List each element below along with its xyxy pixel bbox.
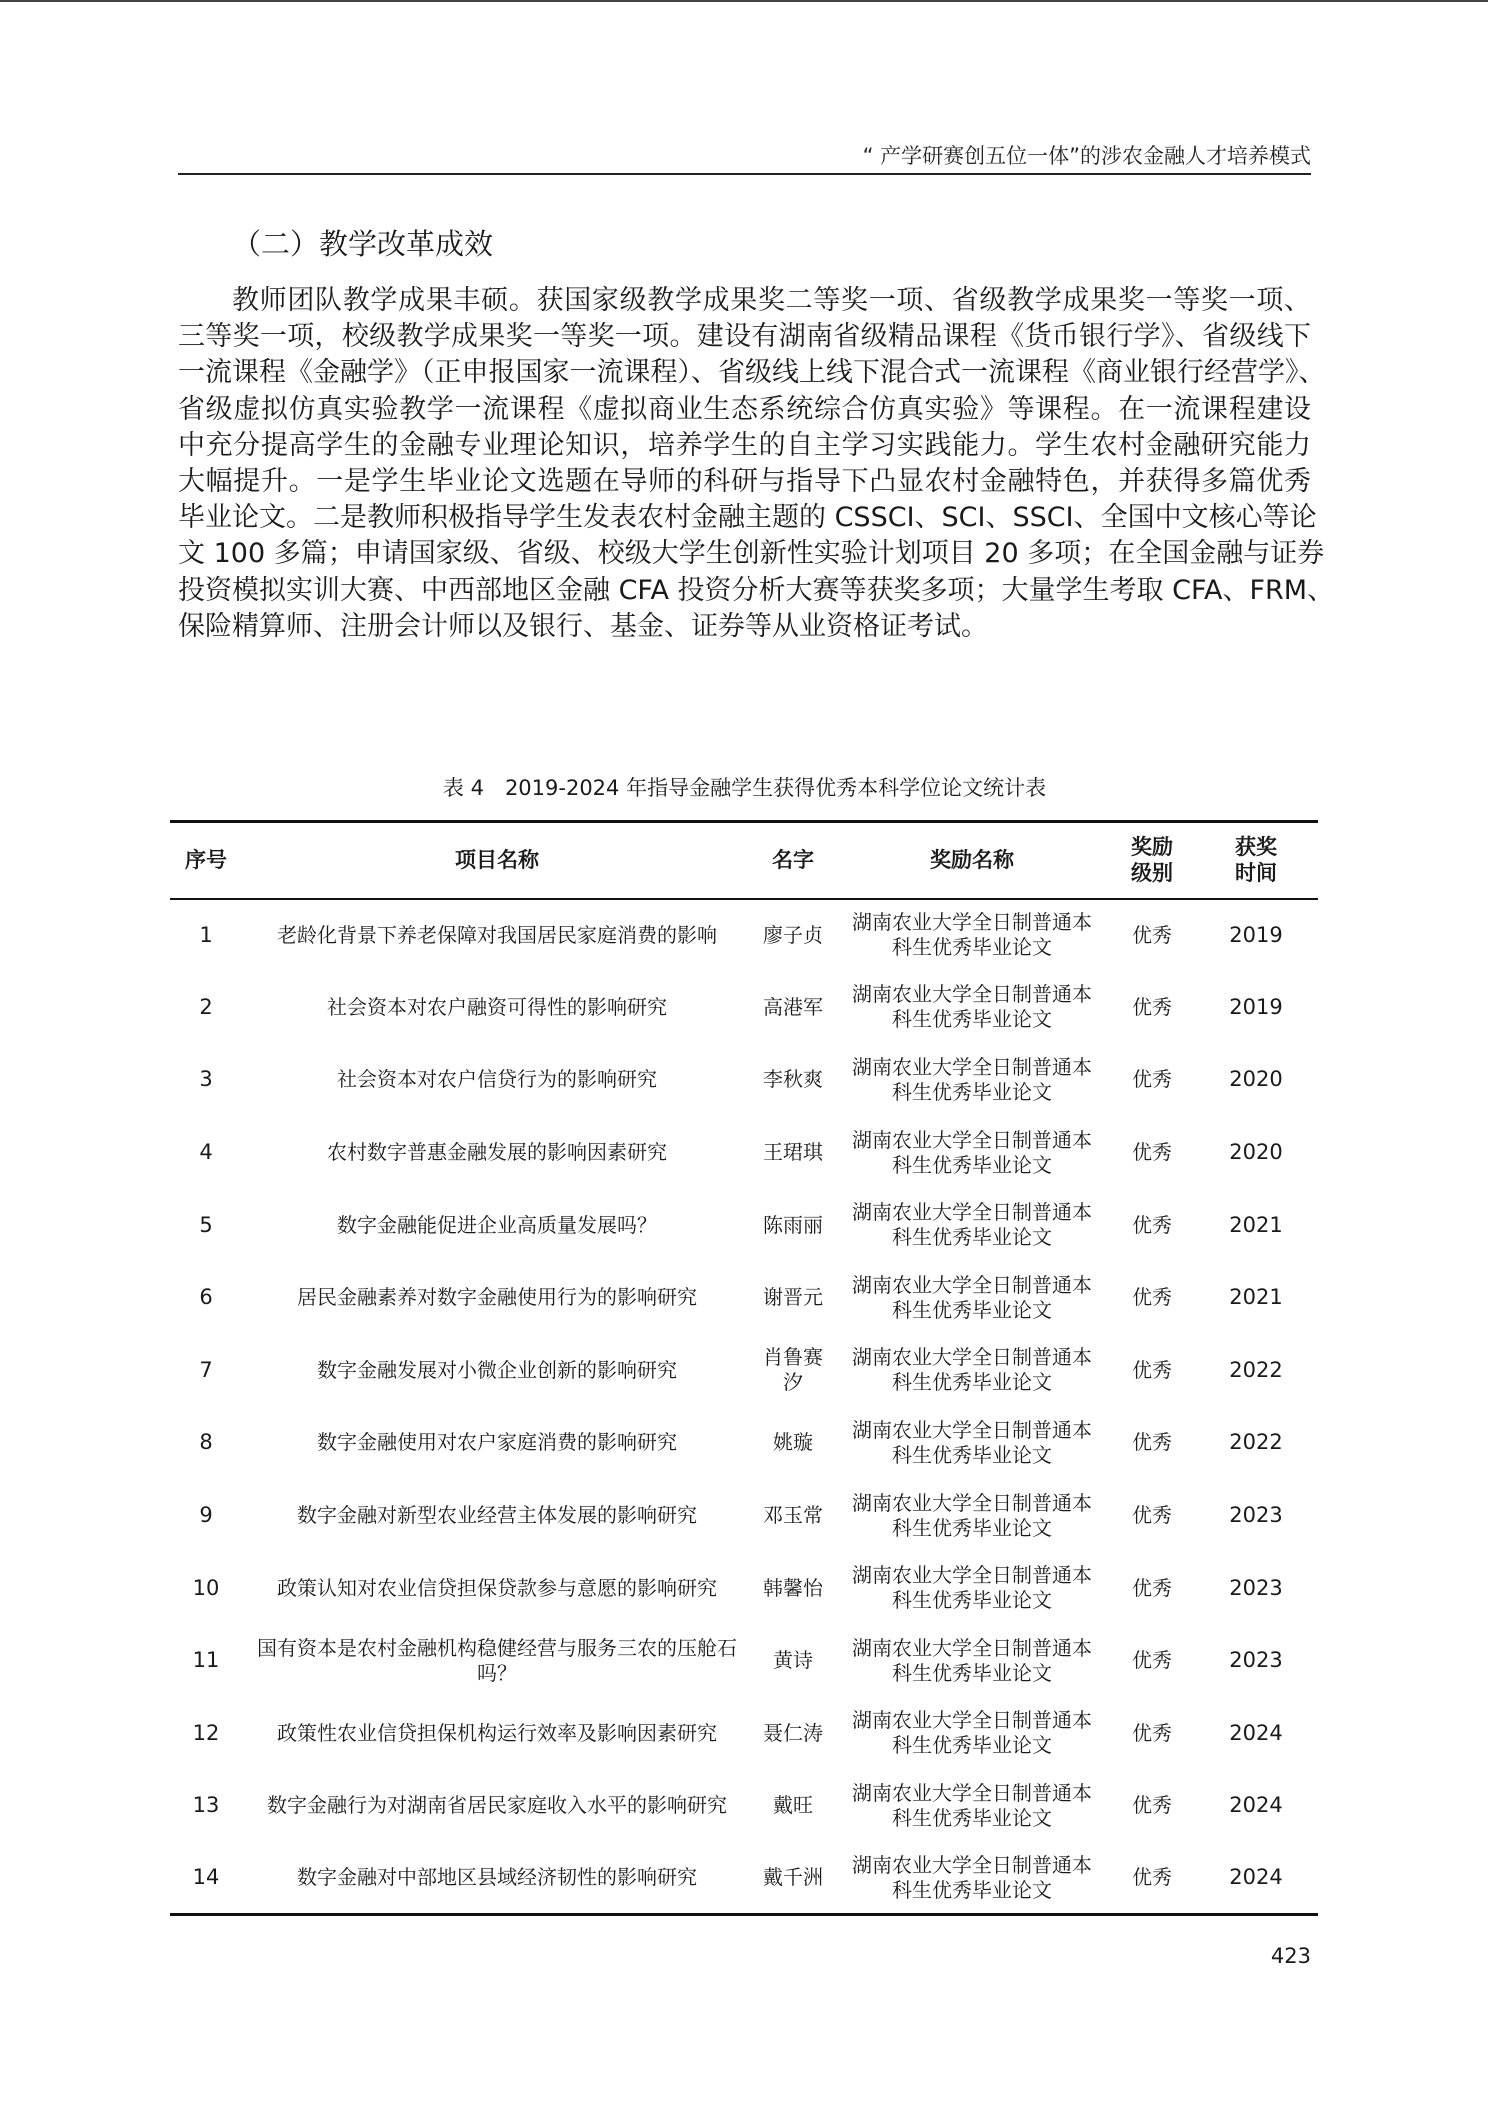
cell-award [834,1697,1110,1770]
cell-title: 社会资本对农户信贷行为的影响研究 [337,1067,657,1092]
table-caption: 表 4 2019-2024 年指导金融学生获得优秀本科学位论文统计表 [442,776,1047,800]
cell-award-line2: 科生优秀毕业论文 [892,1007,1052,1032]
cell-award [834,1189,1110,1262]
header-rule [178,173,1311,175]
cell-title: 老龄化背景下养老保障对我国居民家庭消费的影响 [277,922,717,947]
cell-name: 廖子贞 [763,922,823,947]
cell-title: 数字金融对中部地区县域经济韧性的影响研究 [297,1865,697,1890]
cell-year: 2021 [1229,1212,1283,1237]
cell-num: 8 [199,1430,213,1455]
cell-name: 邓玉常 [763,1503,823,1528]
table-row [170,1189,1318,1262]
paragraph-line: 一流课程《金融学》（正申报国家一流课程）、省级线上线下混合式一流课程《商业银行经营学》、 [178,357,1326,389]
cell-num: 5 [199,1212,213,1237]
cell-level: 优秀 [1132,1357,1172,1382]
cell-num: 7 [199,1357,213,1382]
cell-name: 黄诗 [773,1648,813,1673]
cell-level: 优秀 [1132,1212,1172,1237]
cell-level: 优秀 [1132,922,1172,947]
cell-award [834,1407,1110,1480]
cell-level: 优秀 [1132,1720,1172,1745]
cell-level: 优秀 [1132,1648,1172,1673]
table-row [170,1624,1318,1697]
cell-award [834,1624,1110,1697]
cell-award [834,1116,1110,1189]
cell-award [834,1479,1110,1552]
cell-num: 4 [199,1140,213,1165]
cell-year: 2024 [1229,1793,1283,1818]
cell-name: 聂仁涛 [763,1720,823,1745]
header-award: 奖励名称 [930,848,1014,873]
cell-award [834,971,1110,1044]
cell-award-line1: 湖南农业大学全日制普通本 [852,910,1092,935]
cell-num: 3 [199,1067,213,1092]
header-level-line1: 奖励 [1131,835,1173,860]
cell-award-line2: 科生优秀毕业论文 [892,1079,1052,1104]
cell-num: 13 [192,1793,220,1818]
cell-year: 2023 [1229,1503,1283,1528]
cell-award [834,1552,1110,1625]
cell-award-line2: 科生优秀毕业论文 [892,1588,1052,1613]
paragraph-line: 省级虚拟仿真实验教学一流课程《虚拟商业生态系统综合仿真实验》等课程。在一流课程建设 [178,393,1311,425]
cell-title: 社会资本对农户融资可得性的影响研究 [327,994,667,1019]
cell-name: 王珺琪 [763,1140,823,1165]
cell-year: 2022 [1229,1430,1283,1455]
table-header-row [170,822,1318,899]
header-num: 序号 [185,848,227,873]
cell-title: 国有资本是农村金融机构稳健经营与服务三农的压舱石吗？ [257,1635,737,1685]
body-paragraph [178,283,1335,645]
header-title: 项目名称 [455,848,539,873]
cell-level: 优秀 [1132,994,1172,1019]
cell-award-line1: 湖南农业大学全日制普通本 [852,1708,1092,1733]
cell-level: 优秀 [1132,1575,1172,1600]
cell-award-line2: 科生优秀毕业论文 [892,1733,1052,1758]
header-year-line2: 时间 [1235,861,1277,886]
cell-name: 戴千洲 [763,1865,823,1890]
cell-year: 2023 [1229,1575,1283,1600]
cell-award-line1: 湖南农业大学全日制普通本 [852,1127,1092,1152]
cell-award-line2: 科生优秀毕业论文 [892,1152,1052,1177]
cell-num: 1 [199,922,213,947]
cell-award-line2: 科生优秀毕业论文 [892,1442,1052,1467]
cell-award-line1: 湖南农业大学全日制普通本 [852,1200,1092,1225]
cell-level: 优秀 [1132,1285,1172,1310]
cell-award-line1: 湖南农业大学全日制普通本 [852,1272,1092,1297]
header-year-line1: 获奖 [1235,835,1277,860]
cell-num: 11 [192,1648,220,1673]
table-row [170,1261,1318,1334]
table-row [170,1044,1318,1117]
header-level-line2: 级别 [1131,861,1173,886]
cell-name: 高港军 [763,994,823,1019]
cell-title: 农村数字普惠金融发展的影响因素研究 [327,1140,667,1165]
cell-year: 2023 [1229,1648,1283,1673]
cell-name: 戴旺 [773,1793,813,1818]
cell-award-line1: 湖南农业大学全日制普通本 [852,1852,1092,1877]
cell-award-line1: 湖南农业大学全日制普通本 [852,1490,1092,1515]
table-row [170,1479,1318,1552]
paragraph-line: 教师团队教学成果丰硕。获国家级教学成果奖二等奖一项、省级教学成果奖一等奖一项、 [232,285,1311,316]
cell-award-line1: 湖南农业大学全日制普通本 [852,982,1092,1007]
cell-name: 李秋爽 [763,1067,823,1092]
cell-level: 优秀 [1132,1793,1172,1818]
cell-award-line2: 科生优秀毕业论文 [892,1805,1052,1830]
paragraph-line: 中充分提高学生的金融专业理论知识，培养学生的自主学习实践能力。学生农村金融研究能力 [178,429,1311,461]
thesis-awards-table [170,820,1318,1916]
table-row [170,1407,1318,1480]
cell-year: 2024 [1229,1720,1283,1745]
cell-title: 政策认知对农业信贷担保贷款参与意愿的影响研究 [277,1575,717,1600]
cell-award-line2: 科生优秀毕业论文 [892,1660,1052,1685]
cell-year: 2021 [1229,1285,1283,1310]
cell-award-line1: 湖南农业大学全日制普通本 [852,1054,1092,1079]
cell-title: 政策性农业信贷担保机构运行效率及影响因素研究 [277,1720,717,1745]
table-row [170,1697,1318,1770]
cell-award [834,1770,1110,1843]
cell-award [834,899,1110,972]
cell-name: 姚璇 [773,1430,813,1455]
cell-year: 2020 [1229,1140,1283,1165]
top-border-line [0,0,1488,2]
cell-name: 谢晋元 [763,1285,823,1310]
header-level [1110,822,1194,899]
cell-award [834,1334,1110,1407]
cell-award-line1: 湖南农业大学全日制普通本 [852,1417,1092,1442]
cell-award [834,1261,1110,1334]
paragraph-line: 毕业论文。二是教师积极指导学生发表农村金融主题的 CSSCI、SCI、SSCI、全国中文核心等论 [178,502,1317,534]
header-name: 名字 [772,848,814,873]
cell-award-line1: 湖南农业大学全日制普通本 [852,1563,1092,1588]
paragraph-line: 三等奖一项，校级教学成果奖一等奖一项。建设有湖南省级精品课程《货币银行学》、省级线下 [178,321,1311,353]
thesis-table-container [170,820,1318,1916]
cell-num: 12 [192,1720,220,1745]
cell-num: 2 [199,994,213,1019]
cell-award-line1: 湖南农业大学全日制普通本 [852,1345,1092,1370]
table-row [170,1842,1318,1915]
cell-year: 2024 [1229,1865,1283,1890]
cell-year: 2019 [1229,994,1283,1019]
cell-name: 陈雨丽 [763,1212,823,1237]
table-body [170,899,1318,1915]
cell-level: 优秀 [1132,1140,1172,1165]
cell-award-line2: 科生优秀毕业论文 [892,1297,1052,1322]
cell-year: 2019 [1229,922,1283,947]
cell-level: 优秀 [1132,1865,1172,1890]
cell-title: 数字金融发展对小微企业创新的影响研究 [317,1357,677,1382]
table-row [170,1334,1318,1407]
header-year [1194,822,1318,899]
table-row [170,1770,1318,1843]
cell-title: 居民金融素养对数字金融使用行为的影响研究 [297,1285,697,1310]
cell-award-line2: 科生优秀毕业论文 [892,1225,1052,1250]
cell-year: 2020 [1229,1067,1283,1092]
table-row [170,971,1318,1044]
cell-title: 数字金融使用对农户家庭消费的影响研究 [317,1430,677,1455]
paragraph-line: 大幅提升。一是学生毕业论文选题在导师的科研与指导下凸显农村金融特色，并获得多篇优秀 [178,465,1311,497]
cell-award-line1: 湖南农业大学全日制普通本 [852,1635,1092,1660]
cell-award-line2: 科生优秀毕业论文 [892,1877,1052,1902]
cell-level: 优秀 [1132,1430,1172,1455]
page-number: 423 [1270,1944,1311,1968]
cell-title: 数字金融行为对湖南省居民家庭收入水平的影响研究 [267,1793,727,1818]
running-header: “ 产学研赛创五位一体”的涉农金融人才培养模式 [862,144,1311,168]
cell-name: 肖鲁赛汐 [763,1345,823,1395]
cell-num: 10 [192,1575,220,1600]
table-row [170,1552,1318,1625]
table-row [170,1116,1318,1189]
cell-num: 9 [199,1503,213,1528]
cell-award-line2: 科生优秀毕业论文 [892,1370,1052,1395]
section-heading: （二）教学改革成效 [232,227,494,261]
cell-award-line2: 科生优秀毕业论文 [892,935,1052,960]
cell-level: 优秀 [1132,1067,1172,1092]
cell-award [834,1044,1110,1117]
cell-award-line2: 科生优秀毕业论文 [892,1515,1052,1540]
cell-year: 2022 [1229,1357,1283,1382]
paragraph-line: 文 100 多篇；申请国家级、省级、校级大学生创新性实验计划项目 20 多项；在全国金融与证券 [178,538,1325,570]
cell-level: 优秀 [1132,1503,1172,1528]
cell-title: 数字金融对新型农业经营主体发展的影响研究 [297,1503,697,1528]
cell-num: 6 [199,1285,213,1310]
cell-award [834,1842,1110,1915]
cell-award-line1: 湖南农业大学全日制普通本 [852,1780,1092,1805]
cell-num: 14 [192,1865,220,1890]
table-row [170,899,1318,972]
paragraph-line: 保险精算师、注册会计师以及银行、基金、证券等从业资格证考试。 [178,610,988,642]
paragraph-line: 投资模拟实训大赛、中西部地区金融 CFA 投资分析大赛等获奖多项；大量学生考取 CFA、FRM、 [178,574,1335,606]
cell-title: 数字金融能促进企业高质量发展吗？ [337,1212,657,1237]
cell-name: 韩馨怡 [763,1575,823,1600]
